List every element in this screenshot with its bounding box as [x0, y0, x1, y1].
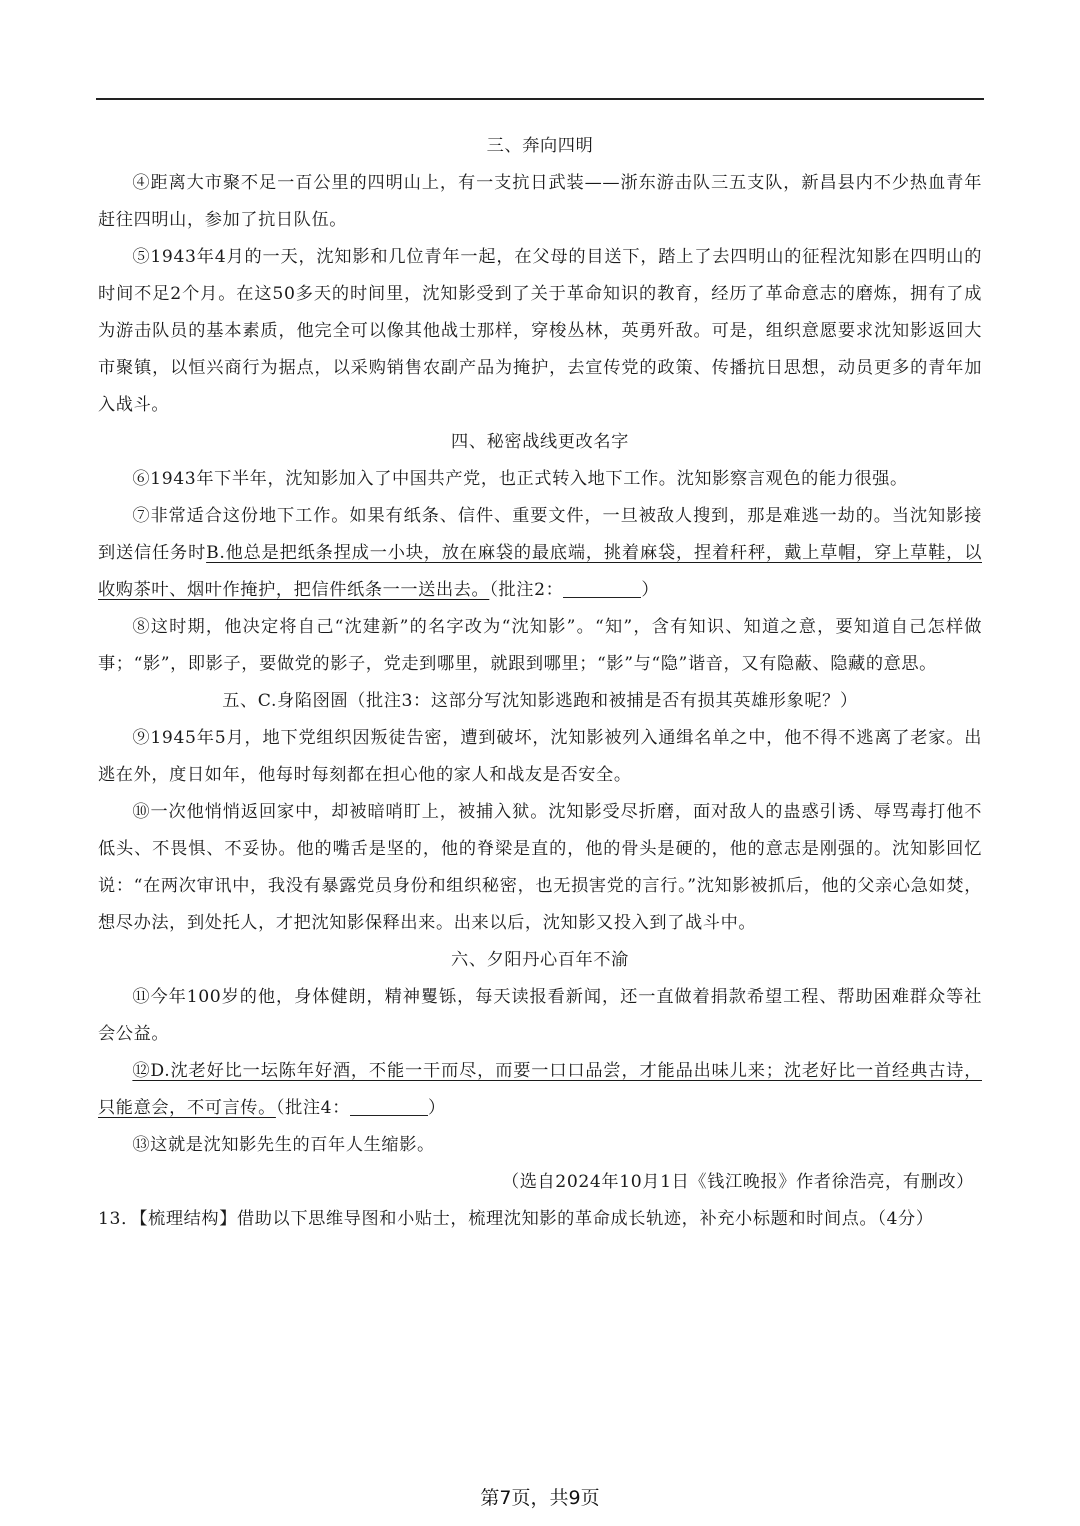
paragraph-5: ⑤1943年4月的一天，沈知影和几位青年一起，在父母的目送下，踏上了去四明山的征程沈知影在四明山的时间不足2个月。在这50多天的时间里，沈知影受到了关于革命知识的教育，经历了革命意志的磨炼，拥有了成为游击队员的基本素质，他完全可以像其他战士那样，穿梭丛林，英勇歼敌。可是，组织意愿要求沈知影返回大市聚镇，以恒兴商行为据点，以采购销售农副产品为掩护，去宣传党的政策、传播抗日思想，动员更多的青年加入战斗。	[98, 247, 982, 415]
paragraph-10: ⑩一次他悄悄返回家中，却被暗哨盯上，被捕入狱。沈知影受尽折磨，面对敌人的蛊惑引诱、辱骂毒打他不低头、不畏惧、不妥协。他的嘴舌是坚的，他的脊梁是直的，他的骨头是硬的，他的意志是刚强的。沈知影回忆说：“在两次审讯中，我没有暴露党员身份和组织秘密，也无损害党的言行。”沈知影被抓后，他的父亲心急如焚，想尽办法，到处托人，才把沈知影保释出来。出来以后，沈知影又投入到了战斗中。	[98, 802, 982, 933]
question-13: 13．【梳理结构】借助以下思维导图和小贴士，梳理沈知影的革命成长轨迹，补充小标题和时间点。（4分）	[98, 1209, 934, 1229]
paragraph-6: ⑥1943年下半年，沈知影加入了中国共产党，也正式转入地下工作。沈知影察言观色的能力很强。	[132, 469, 908, 489]
header-rule	[96, 98, 984, 100]
article-source: （选自2024年10月1日《钱江晚报》作者徐浩亮，有删改）	[501, 1172, 974, 1192]
paragraph-9: ⑨1945年5月，地下党组织因叛徒告密，遭到破坏，沈知影被列入通缉名单之中，他不得不逃离了老家。出逃在外，度日如年，他每时每刻都在担心他的家人和战友是否安全。	[98, 728, 982, 785]
annotation-4-close: ）	[427, 1098, 446, 1118]
annotation-2-blank[interactable]	[563, 580, 641, 598]
annotation-4-blank[interactable]	[350, 1098, 428, 1116]
section-title-5: 五、C.身陷囹圄（批注3：这部分写沈知影逃跑和被捕是否有损其英雄形象呢？）	[222, 691, 858, 711]
annotation-2-label: （批注2：	[489, 580, 564, 600]
paragraph-13: ⑬这就是沈知影先生的百年人生缩影。	[132, 1135, 435, 1155]
section-title-4: 四、秘密战线更改名字	[451, 432, 629, 452]
annotation-4-label: （批注4：	[275, 1098, 350, 1118]
paragraph-11: ⑪今年100岁的他，身体健朗，精神矍铄，每天读报看新闻，还一直做着捐款希望工程、帮助困难群众等社会公益。	[98, 987, 982, 1044]
page-number: 第7页，共9页	[480, 1487, 600, 1509]
paragraph-8: ⑧这时期，他决定将自己“沈建新”的名字改为“沈知影”。“知”，含有知识、知道之意，要知道自己怎样做事；“影”，即影子，要做党的影子，党走到哪里，就跟到哪里；“影”与“隐”谐音，又有隐蔽、隐藏的意思。	[98, 617, 982, 674]
paragraph-7-text: ⑦非常适合这份地下工作。如果有纸条、信件、重要文件，一旦被敌人搜到，那是难逃一劫的。当沈知影接到送信任务时	[98, 506, 982, 563]
paragraph-4: ④距离大市聚不足一百公里的四明山上，有一支抗日武装——浙东游击队三五支队，新昌县内不少热血青年赶往四明山，参加了抗日队伍。	[98, 173, 982, 230]
paragraph-12	[98, 1053, 982, 1127]
annotated-sentence-d: ⑫D.沈老好比一坛陈年好酒，不能一干而尽，而要一口口品尝，才能品出味儿来；沈老好比一首经典古诗，只能意会，不可言传。	[98, 1061, 982, 1118]
paragraph-7	[98, 498, 982, 609]
annotation-2-close: ）	[641, 580, 660, 600]
article-body	[98, 128, 982, 1238]
section-title-6: 六、夕阳丹心百年不渝	[451, 950, 629, 970]
annotated-sentence-b: B.他总是把纸条捏成一小块，放在麻袋的最底端，挑着麻袋，捏着秆秤，戴上草帽，穿上草鞋，以收购茶叶、烟叶作掩护，把信件纸条一一送出去。	[98, 543, 982, 600]
section-title-3: 三、奔向四明	[486, 136, 594, 156]
